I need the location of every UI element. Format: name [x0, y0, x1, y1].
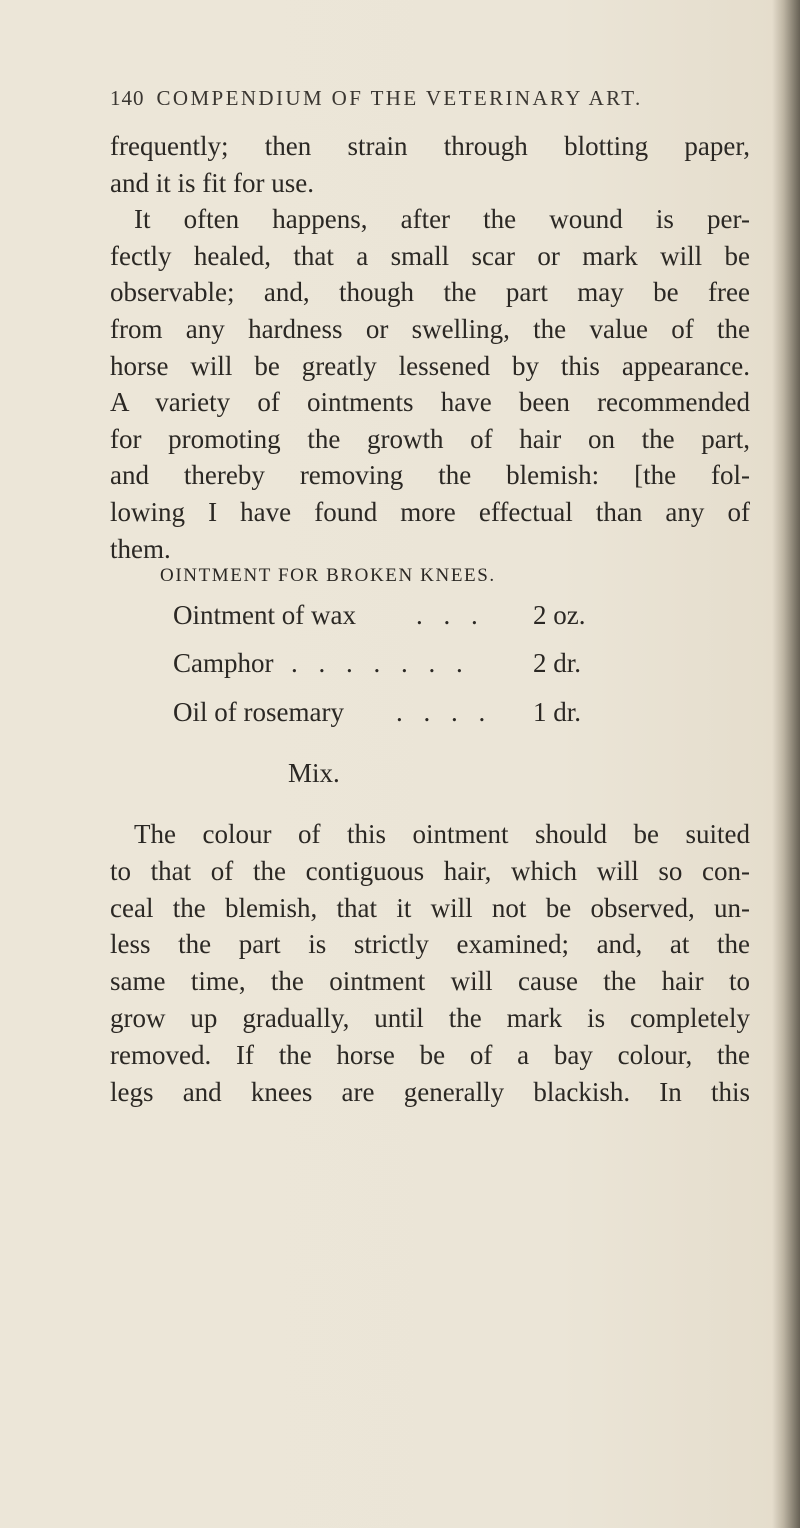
text-line: grow up gradually, until the mark is completely — [110, 1002, 750, 1033]
text-line: lowing I have found more effectual than any of — [110, 496, 750, 527]
text-line: ceal the blemish, that it will not be observed, un- — [110, 892, 750, 923]
recipe-leader-dots: . . . — [416, 600, 485, 630]
recipe-quantity: 1 dr. — [533, 697, 582, 727]
text-line: legs and knees are generally blackish. In this — [110, 1076, 750, 1107]
recipe-quantity: 2 oz. — [533, 600, 586, 630]
text-line: them. — [110, 533, 171, 564]
text-line: A variety of ointments have been recommended — [110, 387, 750, 418]
text-line: removed. If the horse be of a bay colour, the — [110, 1039, 750, 1070]
recipe-quantity: 2 dr. — [533, 648, 582, 678]
recipe-title: OINTMENT FOR BROKEN KNEES. — [160, 565, 496, 586]
text-line: horse will be greatly lessened by this appearance. — [110, 350, 750, 381]
recipe-instruction: Mix. — [288, 758, 340, 788]
text-line: and it is fit for use. — [110, 167, 314, 198]
recipe-item — [173, 600, 693, 636]
text-line: from any hardness or swelling, the value of the — [110, 313, 750, 344]
running-title: COMPENDIUM OF THE VETERINARY ART. — [156, 86, 643, 110]
text-line: and thereby removing the blemish: [the fol- — [110, 460, 750, 491]
recipe-item — [173, 697, 693, 733]
body-text-bottom — [110, 816, 750, 1110]
recipe-item — [173, 648, 693, 684]
text-line: The colour of this ointment should be suited — [134, 819, 750, 849]
recipe-leader-dots: . . . . — [396, 697, 493, 727]
recipe-ingredient: Camphor — [173, 648, 274, 678]
text-line: less the part is strictly examined; and, at the — [110, 929, 750, 960]
text-line: It often happens, after the wound is per- — [134, 204, 750, 235]
text-line: for promoting the growth of hair on the part, — [110, 423, 750, 454]
page-number: 140 — [110, 86, 145, 110]
text-line: frequently; then strain through blotting paper, — [110, 131, 750, 161]
text-line: observable; and, though the part may be free — [110, 277, 750, 308]
running-head — [110, 86, 750, 111]
page-edge-shadow — [772, 0, 800, 1528]
text-line: fectly healed, that a small scar or mark will be — [110, 240, 750, 271]
body-text-top — [110, 128, 750, 567]
text-line: to that of the contiguous hair, which will so con- — [110, 855, 750, 886]
recipe-leader-dots: . . . . . . . — [291, 648, 470, 678]
recipe-ingredient: Oil of rosemary — [173, 697, 344, 727]
recipe-ingredient: Ointment of wax — [173, 600, 356, 630]
text-line: same time, the ointment will cause the hair to — [110, 966, 750, 997]
